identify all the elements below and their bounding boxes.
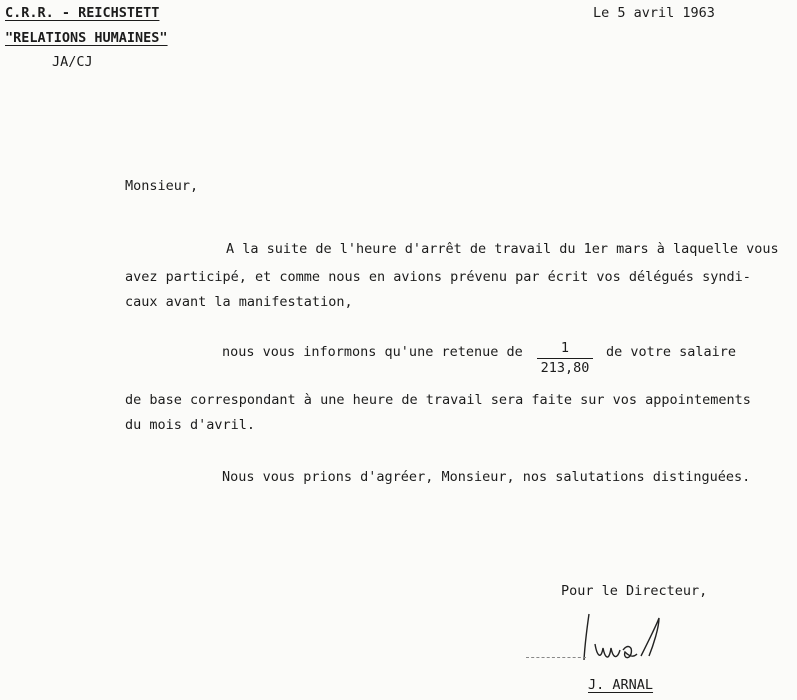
paragraph-2-line-2: de base correspondant à une heure de travail sera faite sur vos appointements — [125, 392, 751, 408]
withholding-fraction — [537, 340, 593, 377]
paragraph-2-tail: de votre salaire — [606, 344, 737, 360]
paragraph-1-line-1: A la suite de l'heure d'arrêt de travail du 1er mars à laquelle vous — [226, 241, 779, 257]
org-department: "RELATIONS HUMAINES" — [5, 30, 168, 46]
fraction-numerator: 1 — [537, 340, 593, 359]
paragraph-2-lead: nous vous informons qu'une retenue de — [222, 344, 523, 360]
paragraph-2-line-3: du mois d'avril. — [125, 417, 256, 433]
fraction-denominator: 213,80 — [540, 360, 590, 376]
signature-for-line: Pour le Directeur, — [561, 583, 708, 599]
handwritten-signature — [575, 610, 685, 665]
signature-dash-line — [526, 657, 586, 658]
signatory-name: J. ARNAL — [588, 677, 654, 693]
org-name: C.R.R. - REICHSTETT — [5, 5, 160, 21]
letter-date: Le 5 avril 1963 — [593, 5, 715, 21]
paragraph-1-line-3: caux avant la manifestation, — [125, 294, 353, 310]
salutation: Monsieur, — [125, 178, 199, 194]
paragraph-1-line-2: avez participé, et comme nous en avions prévenu par écrit vos délégués syndi- — [125, 269, 751, 285]
reference-initials: JA/CJ — [52, 54, 93, 70]
closing-formula: Nous vous prions d'agréer, Monsieur, nos salutations distinguées. — [222, 469, 751, 485]
